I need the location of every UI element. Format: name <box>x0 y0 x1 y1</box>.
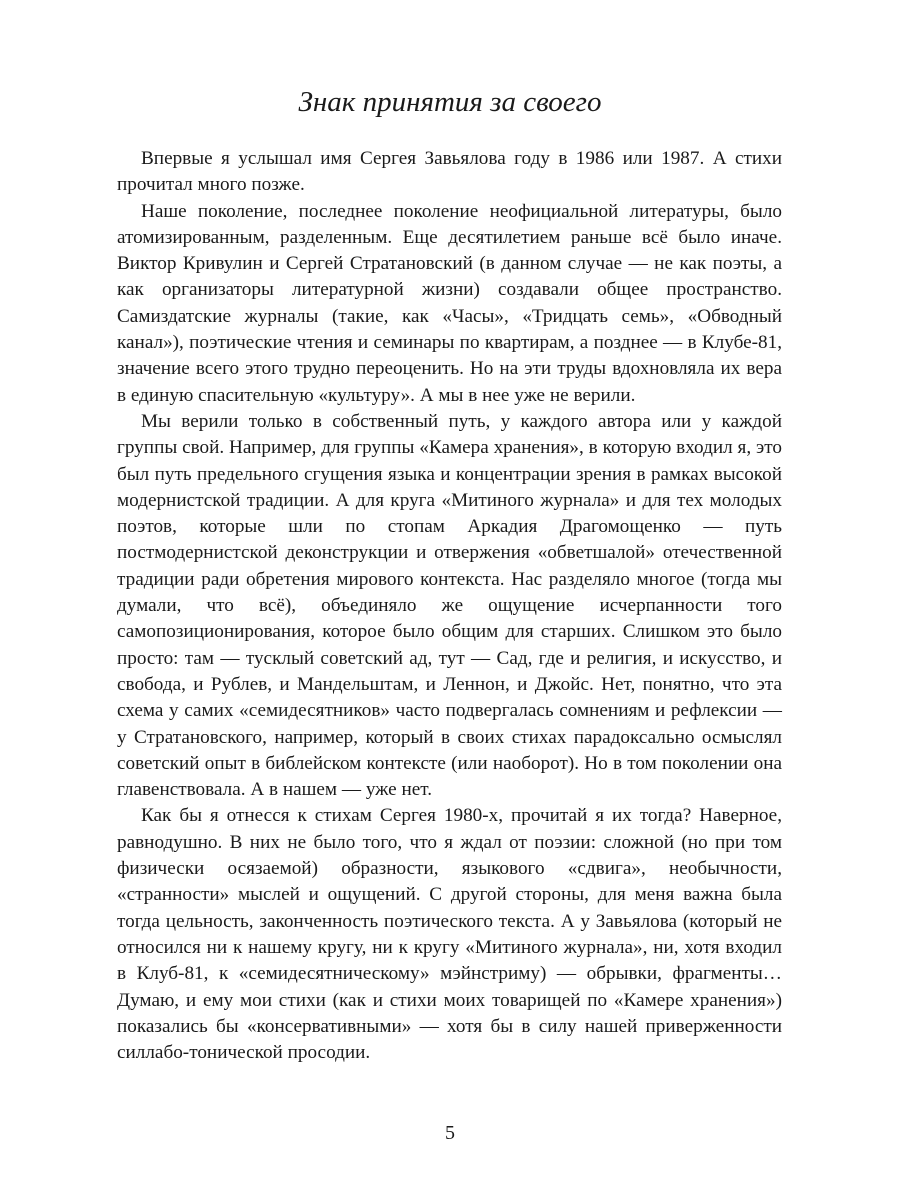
paragraph-3: Мы верили только в собственный путь, у каждого автора или у каждой группы свой. Например, для группы «Камера хранения», в которую входил я, это был путь предельного сгущения языка и концентрации зрения в рамках высокой модернистской традиции. А для круга «Митиного журнала» и для тех молодых поэтов, которые шли по стопам Аркадия Драгомощенко — путь постмодернистской деконструкции и отвержения «обветшалой» отечественной традиции ради обретения мирового контекста. Нас разделяло многое (тогда мы думали, что всё), объединяло же ощущение исчерпанности того самопозиционирования, которое было общим для старших. Слишком это было просто: там — тусклый советский ад, тут — Сад, где и религия, и искусство, и свобода, и Рублев, и Мандельштам, и Леннон, и Джойс. Нет, понятно, что эта схема у самих «семидесятников» часто подвергалась сомнениям и рефлексии — у Стратановского, например, который в своих стихах парадоксально осмыслял советский опыт в библейском контексте (или наоборот). Но в том поколении она главенствовала. А в нашем — уже нет. <box>117 410 782 801</box>
page-number: 5 <box>445 1122 455 1144</box>
paragraph-1: Впервые я услышал имя Сергея Завьялова году в 1986 или 1987. А стихи прочитал много позже. <box>117 148 782 196</box>
paragraph-2: Наше поколение, последнее поколение неофициальной литературы, было атомизированным, разделенным. Еще десятилетием раньше всё было иначе. Виктор Кривулин и Сергей Стратановский (в данном случае — не как поэты, а как организаторы литературной жизни) создавали общее пространство. Самиздатские журналы (такие, как «Часы», «Тридцать семь», «Обводный канал»), поэтические чтения и семинары по квартирам, а позднее — в Клубе-81, значение всего этого трудно переоценить. Но на эти труды вдохновляла их вера в единую спасительную «культуру». А мы в нее уже не верили. <box>117 200 782 406</box>
paragraph-4: Как бы я отнесся к стихам Сергея 1980-х, прочитай я их тогда? Наверное, равнодушно. В них не было того, что я ждал от поэзии: сложной (но при том физически осязаемой) образности, языкового «сдвига», необычности, «странности» мыслей и ощущений. С другой стороны, для меня важна была тогда цельность, законченность поэтического текста. А у Завьялова (который не относился ни к нашему кругу, ни к кругу «Митиного журнала», ни, хотя входил в Клуб-81, к «семидесятническому» мэйнстриму) — обрывки, фрагменты… Думаю, и ему мои стихи (как и стихи моих товарищей по «Камере хранения») показались бы «консервативными» — хотя бы в силу нашей приверженности силлабо-тонической просодии. <box>117 805 782 1064</box>
chapter-title: Знак принятия за своего <box>298 86 602 118</box>
body-text <box>117 146 782 1066</box>
